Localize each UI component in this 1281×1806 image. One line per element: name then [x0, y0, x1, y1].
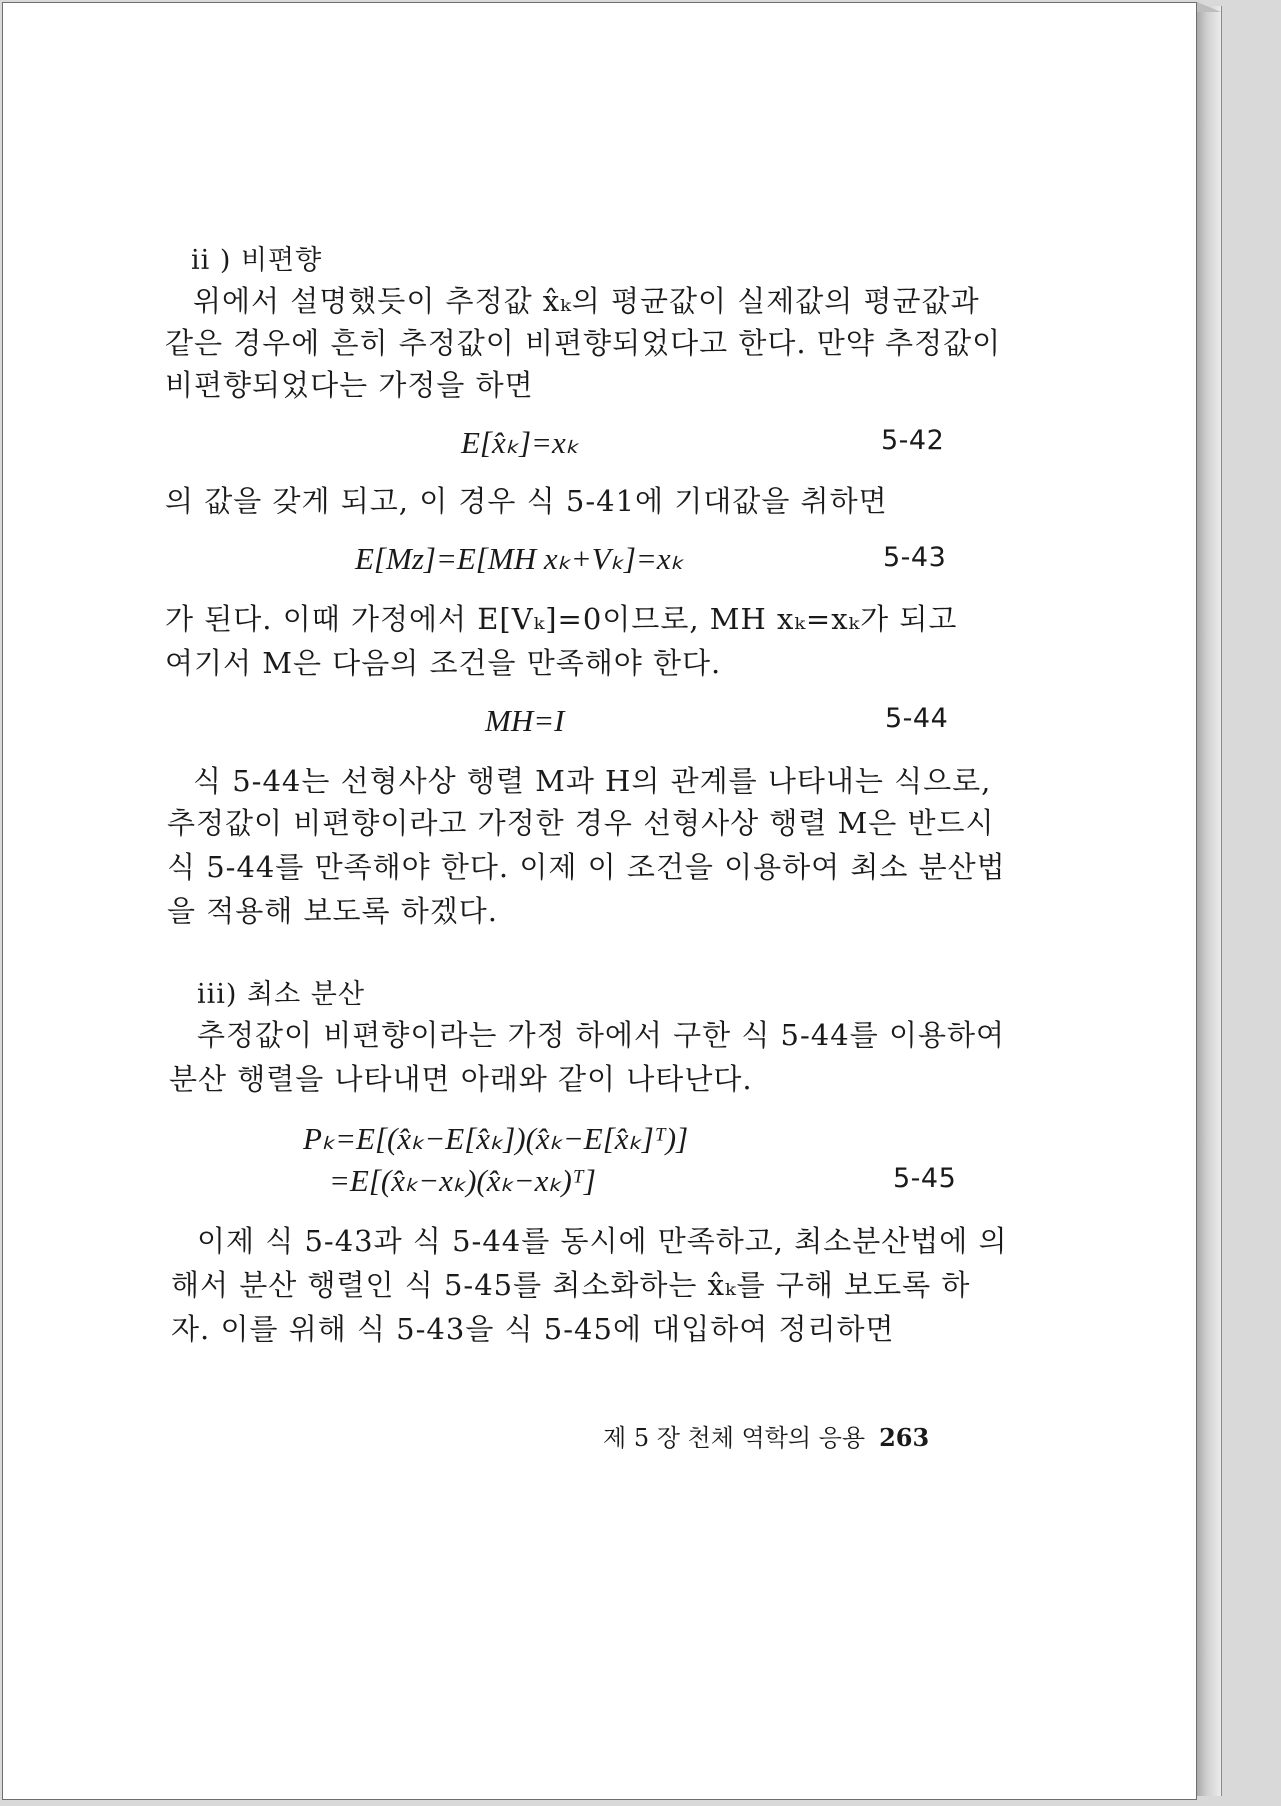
- paragraph-line: 같은 경우에 흔히 추정값이 비편향되었다고 한다. 만약 추정값이: [165, 326, 1002, 360]
- chapter-title: 제 5 장 천체 역학의 응용: [603, 1424, 866, 1452]
- equation-number-5-44: 5-44: [885, 703, 949, 734]
- equation-5-45-line1: Pₖ=E[(x̂ₖ−E[x̂ₖ])(x̂ₖ−E[x̂ₖ]ᵀ)]: [303, 1121, 689, 1156]
- equation-number-5-42: 5-42: [881, 425, 945, 456]
- section-heading-iii: iii) 최소 분산: [197, 979, 365, 1010]
- equation-5-42: E[x̂ₖ]=xₖ: [461, 425, 579, 460]
- paragraph-line: 위에서 설명했듯이 추정값 x̂ₖ의 평균값이 실제값의 평균값과: [193, 284, 980, 318]
- equation-number-5-43: 5-43: [883, 542, 947, 573]
- equation-number-5-45: 5-45: [893, 1163, 957, 1194]
- equation-5-44: MH=I: [485, 703, 565, 738]
- page-edge-shadow: [1197, 6, 1222, 1796]
- paragraph-line: 을 적용해 보도록 하겠다.: [167, 894, 499, 928]
- section-heading-ii: ii ) 비편향: [191, 245, 323, 276]
- equation-5-43: E[Mz]=E[MH xₖ+Vₖ]=xₖ: [355, 541, 684, 576]
- paragraph-line: 의 값을 갖게 되고, 이 경우 식 5-41에 기대값을 취하면: [165, 484, 888, 518]
- paragraph-line: 자. 이를 위해 식 5-43을 식 5-45에 대입하여 정리하면: [171, 1312, 895, 1346]
- page-number: 263: [879, 1423, 930, 1452]
- book-page: [2, 2, 1197, 1800]
- equation-5-45-line2: =E[(x̂ₖ−xₖ)(x̂ₖ−xₖ)ᵀ]: [329, 1163, 596, 1198]
- paragraph-line: 추정값이 비편향이라고 가정한 경우 선형사상 행렬 M은 반드시: [167, 806, 995, 840]
- paragraph-line: 해서 분산 행렬인 식 5-45를 최소화하는 x̂ₖ를 구해 보도록 하: [171, 1268, 971, 1302]
- paragraph-line: 추정값이 비편향이라는 가정 하에서 구한 식 5-44를 이용하여: [197, 1018, 1006, 1052]
- paragraph-line: 비편향되었다는 가정을 하면: [165, 368, 534, 402]
- paragraph-line: 분산 행렬을 나타내면 아래와 같이 나타난다.: [169, 1062, 753, 1096]
- page-edge-corner: [1197, 2, 1221, 12]
- running-footer: [603, 1421, 929, 1455]
- paragraph-line: 식 5-44는 선형사상 행렬 M과 H의 관계를 나타내는 식으로,: [193, 764, 992, 798]
- paragraph-line: 가 된다. 이때 가정에서 E[Vₖ]=0이므로, MH xₖ=xₖ가 되고: [165, 602, 958, 636]
- paragraph-line: 이제 식 5-43과 식 5-44를 동시에 만족하고, 최소분산법에 의: [197, 1224, 1008, 1258]
- paragraph-line: 여기서 M은 다음의 조건을 만족해야 한다.: [165, 646, 722, 680]
- paragraph-line: 식 5-44를 만족해야 한다. 이제 이 조건을 이용하여 최소 분산법: [167, 850, 1006, 884]
